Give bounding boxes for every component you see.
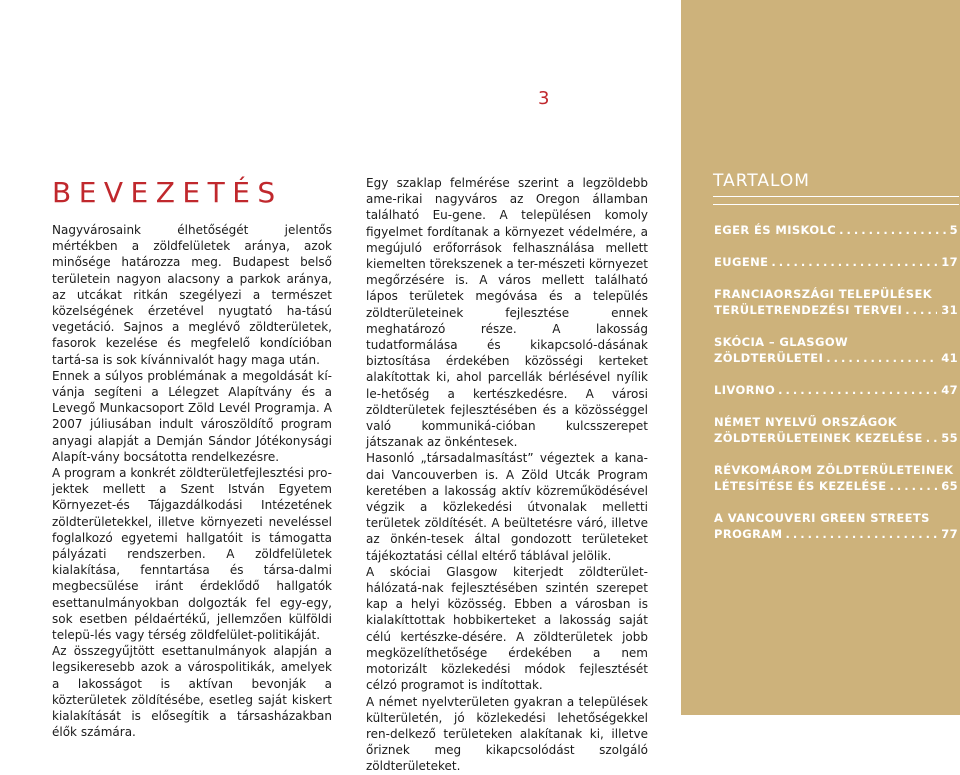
toc-item[interactable] — [714, 382, 958, 398]
toc-dot-leader — [786, 526, 938, 542]
toc-page-number: 5 — [949, 223, 958, 237]
paragraph: Nagyvárosaink élhetőségét jelentős mértékben a zöldfelületek aránya, azok minősége határozza meg. Budapest belső területein nagyon alacsony a parkok aránya, az utcákat ritkán szegélyezi a természet közelségének érzetével nyugtató ha-tású vegetáció. Sajnos a meglévő zöldterületek, fasorok kezelése és megfelelő kondícióban tartá-sa is sok kívánnivalót hagy maga után. — [52, 223, 332, 367]
toc-item[interactable] — [714, 510, 958, 542]
toc-item-title: ZÖLDTERÜLETEINEK KEZELÉSE — [714, 431, 923, 445]
toc-item-title: EUGENE — [714, 255, 769, 269]
paragraph: Egy szaklap felmérése szerint a legzöldebb ame-rikai nagyváros az Oregon államban található Eu-gene. A településen komoly figyelmet fordítanak a környezet védelmére, a megújuló erőforrások felhasználása mellett kiemelten törekszenek a ter-mészeti környezet megőrzésére is. A város mellett található lápos területek megóvása és a település zöldterületeinek fejlesztése ennek meghatározó része. A lakosság tudatformálása és kikapcsoló-dásának biztosítása érdekében közösségi kerteket alakítottak ki, ahol parcellák bérlésével nyílik le-hetőség a kertészkedésre. A városi zöldterületek fejlesztésében és a közösséggel való kommuniká-cióban kulcsszerepet játszanak az önkéntesek. — [366, 176, 648, 450]
toc-list — [714, 222, 958, 558]
toc-item-title-line: FRANCIAORSZÁGI TELEPÜLÉSEK — [714, 287, 933, 301]
intro-column-middle — [366, 175, 648, 775]
toc-dot-leader — [826, 350, 937, 366]
paragraph: Az összegyűjtött esettanulmányok alapján a legsikeresebb azok a várospolitikák, amelyek a lakosságot is aktívan bevonják a közterületek zöldítésébe, esetleg saját kiskert kialakítását is elősegítik a társasházakban élők számára. — [52, 644, 332, 740]
toc-page-number: 65 — [941, 479, 958, 493]
toc-item[interactable] — [714, 414, 958, 446]
paragraph: A program a konkrét zöldterületfejlesztési pro-jektek mellett a Szent István Egyetem Környezet-és Tájgazdálkodási Intézetének zöldterületekkel, illetve környezeti neveléssel foglalkozó egyetemi hallgatóit is támogatta pályázati rendszerben. A zöldfelületek kialakítása, fenntartása és társa-dalmi megbecsülése iránt érdeklődő hallgatók esettanulmányokban dolgozták fel egy-egy, sok esetben példaértékű, jellemzően külföldi telepü-lés vagy térség zöldfelület-politikáját. — [52, 466, 332, 643]
toc-item-title: ZÖLDTERÜLETEI — [714, 351, 824, 365]
toc-page-number: 77 — [941, 527, 958, 541]
toc-page-number: 41 — [941, 351, 958, 365]
toc-sidebar — [681, 0, 960, 715]
toc-item-row — [714, 478, 958, 494]
toc-dot-leader — [778, 382, 937, 398]
toc-item-row — [714, 350, 958, 366]
page-number: 3 — [538, 88, 550, 109]
toc-item-row — [714, 302, 958, 318]
toc-dot-leader — [905, 302, 937, 318]
toc-item-row — [714, 526, 958, 542]
toc-dot-leader — [890, 478, 938, 494]
toc-dot-leader — [771, 254, 937, 270]
toc-divider — [713, 196, 959, 197]
paragraph: A német nyelvterületen gyakran a települések külterületén, jó közlekedési lehetőségekkel ren-delkező területeken alakítanak ki, illetve őriznek meg kikapcsolódást szolgáló zöldterületeket. — [366, 694, 648, 774]
toc-item-title-line: A VANCOUVERI GREEN STREETS — [714, 511, 930, 525]
toc-item-title: EGER ÉS MISKOLC — [714, 223, 837, 237]
toc-dot-leader — [926, 430, 937, 446]
toc-divider — [713, 204, 959, 205]
toc-item-row — [714, 430, 958, 446]
intro-column-left — [52, 222, 332, 741]
toc-item-row — [714, 222, 958, 238]
toc-page-number: 55 — [941, 431, 958, 445]
toc-item[interactable] — [714, 254, 958, 270]
toc-page-number: 31 — [941, 303, 958, 317]
toc-item[interactable] — [714, 334, 958, 366]
toc-item-title-line: RÉVKOMÁROM ZÖLDTERÜLETEINEK — [714, 463, 954, 477]
toc-item-row — [714, 382, 958, 398]
toc-page-number: 47 — [941, 383, 958, 397]
toc-item-title-line: NÉMET NYELVŰ ORSZÁGOK — [714, 415, 898, 429]
paragraph: A skóciai Glasgow kiterjedt zöldterület-hálózatá-nak fejlesztésében szintén szerepet kap a helyi közösség. Ebben a városban is kialakíttottak hobbikerteket a lakosság saját célú kertészke-désére. A zöldterületek jobb megközelíthetősége érdekében a nem motorizált közlekedési módok fejlesztését célzó programot is indítottak. — [366, 564, 648, 693]
toc-item-title-line: SKÓCIA – GLASGOW — [714, 335, 849, 349]
toc-page-number: 17 — [941, 255, 958, 269]
toc-item[interactable] — [714, 222, 958, 238]
paragraph: Ennek a súlyos problémának a megoldását kí-vánja segíteni a Lélegzet Alapítvány és a Levegő Munkacsoport Zöld Levél Programja. A 2007 júliusában indult városzöldítő program anyagi alapját a Demján Sándor Jótékonysági Alapít-vány bocsátotta rendelkezésre. — [52, 368, 332, 464]
toc-item-title: LIVORNO — [714, 383, 776, 397]
toc-heading: TARTALOM — [713, 171, 810, 191]
toc-item-title: LÉTESÍTÉSE ÉS KEZELÉSE — [714, 479, 887, 493]
toc-item[interactable] — [714, 462, 958, 494]
section-title: BEVEZETÉS — [52, 176, 283, 209]
toc-item-title: TERÜLETRENDEZÉSI TERVEI — [714, 303, 903, 317]
toc-item-title: PROGRAM — [714, 527, 783, 541]
toc-dot-leader — [839, 222, 945, 238]
toc-item-row — [714, 254, 958, 270]
toc-item[interactable] — [714, 286, 958, 318]
paragraph: Hasonló „társadalmasítást” végeztek a kana-dai Vancouverben is. A Zöld Utcák Program keretében a lakosság aktív közreműködésével végzik a közlekedési útvonalak melletti területek zöldítését. A beültetésre váró, illetve az önkén-tesek által gondozott területeket tájékoztatási céllal eltérő táblával jelölik. — [366, 451, 648, 563]
